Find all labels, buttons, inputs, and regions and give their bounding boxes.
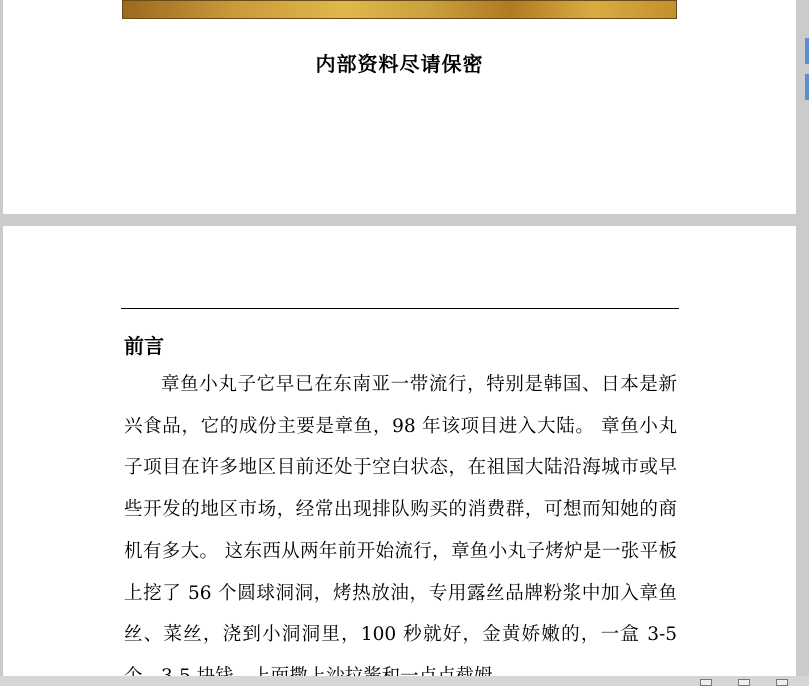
status-bar bbox=[0, 676, 809, 686]
preface-paragraph: 章鱼小丸子它早已在东南亚一带流行，特别是韩国、日本是新兴食品，它的成份主要是章鱼，98 年该项目进入大陆。 章鱼小丸子项目在许多地区目前还处于空白状态，在祖国大陆沿海城市或早些开发的地区市场，经常出现排队购买的消费群，可想而知她的商机有多大。 这东西从两年前开始流行，章鱼小丸子烤炉是一张平板上挖了 56 个圆球洞洞，烤热放油，专用露丝品牌粉浆中加入章鱼丝、菜丝，浇到小洞洞里，100 秒就好，金黄娇嫩的，一盒 3-5 bbox=[124, 374, 677, 646]
cover-photo bbox=[122, 0, 677, 19]
page-view-icon[interactable] bbox=[700, 679, 712, 686]
header-divider bbox=[121, 308, 679, 309]
confidential-notice: 内部资料尽请保密 bbox=[315, 52, 484, 76]
section-title-preface: 前言 bbox=[124, 334, 164, 358]
document-page-1 bbox=[3, 0, 796, 214]
side-panel-tab[interactable] bbox=[805, 74, 809, 100]
document-page-2 bbox=[3, 226, 796, 686]
web-view-icon[interactable] bbox=[738, 679, 750, 686]
outline-view-icon[interactable] bbox=[776, 679, 788, 686]
side-panel-tab[interactable] bbox=[805, 38, 809, 64]
